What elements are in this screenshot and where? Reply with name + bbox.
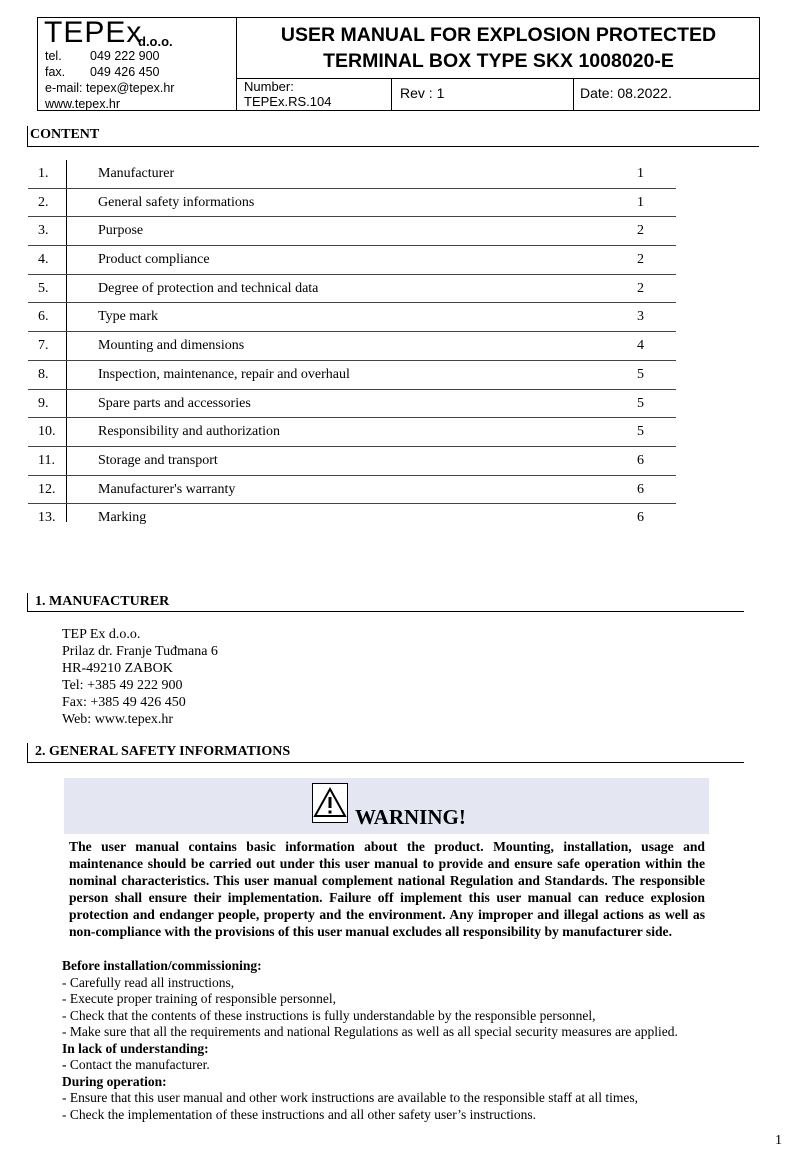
toc-page: 1 — [637, 194, 644, 210]
toc-row — [28, 418, 676, 447]
toc-row — [28, 189, 676, 218]
contact-fax: fax. 049 426 450 — [45, 65, 160, 79]
toc-row — [28, 447, 676, 476]
document-revision: Rev : 1 — [400, 85, 445, 101]
section-2-heading: 2. GENERAL SAFETY INFORMATIONS — [27, 743, 744, 763]
company-contacts — [45, 48, 174, 112]
during-heading: During operation: — [62, 1073, 167, 1089]
list-item: - Carefully read all instructions, — [62, 974, 235, 990]
toc-num: 1. — [38, 166, 49, 181]
toc-row — [28, 504, 676, 532]
toc-title: Degree of protection and technical data — [98, 280, 319, 296]
toc-num: 11. — [38, 452, 55, 468]
toc-title: Purpose — [98, 223, 144, 239]
toc-num: 4. — [38, 252, 49, 268]
document-date: Date: 08.2022. — [580, 85, 672, 101]
contact-tel: tel. 049 222 900 — [45, 49, 160, 63]
list-item: - Contact the manufacturer. — [62, 1057, 210, 1072]
toc-row — [28, 361, 676, 390]
warning-banner — [64, 778, 709, 834]
list-item: - Check that the contents of these instructions is fully understandable by the responsible personnel, — [62, 1007, 596, 1023]
toc-row — [28, 275, 676, 304]
toc-num: 3. — [38, 223, 49, 239]
toc-num: 7. — [38, 338, 49, 354]
manufacturer-address: TEP Ex d.o.o. Prilaz dr. Franje Tuđmana 6 HR-49210 ZABOK Tel: +385 49 222 900 Fax: +385 49 426 450 Web: www.tepex.hr — [62, 627, 218, 727]
toc-title: Storage and transport — [98, 452, 218, 468]
document-header — [37, 17, 760, 111]
toc-row — [28, 332, 676, 361]
section-1-heading: 1. MANUFACTURER — [27, 593, 744, 612]
toc-num: 13. — [38, 510, 56, 526]
toc-num: 9. — [38, 395, 49, 411]
toc-title: Manufacturer's warranty — [98, 481, 236, 497]
toc-num: 5. — [38, 280, 49, 296]
toc-page: 1 — [637, 166, 644, 181]
toc-page: 2 — [637, 223, 644, 239]
table-of-contents — [28, 160, 676, 532]
document-number: Number: TEPEx.RS.104 — [244, 79, 332, 109]
contact-web: www.tepex.hr — [45, 97, 121, 111]
document-title: USER MANUAL FOR EXPLOSION PROTECTED TERMINAL BOX TYPE SKX 1008020-E — [280, 24, 717, 72]
toc-page: 6 — [637, 452, 644, 468]
list-item: - Ensure that this user manual and other work instructions are available to the responsible staff at all times, — [62, 1090, 638, 1105]
toc-title: Type mark — [98, 309, 159, 325]
toc-num: 12. — [38, 481, 56, 497]
lack-heading: In lack of understanding: — [62, 1040, 209, 1056]
toc-page: 5 — [637, 395, 644, 411]
warning-icon — [312, 783, 348, 823]
toc-title: Inspection, maintenance, repair and overhaul — [98, 366, 350, 382]
warning-title: WARNING! — [355, 805, 466, 829]
toc-page: 6 — [637, 481, 644, 497]
toc-title: Mounting and dimensions — [98, 338, 245, 354]
toc-title: Product compliance — [98, 252, 210, 268]
toc-title: Marking — [98, 510, 147, 526]
company-logo-suffix: d.o.o. — [138, 34, 173, 49]
toc-page: 4 — [637, 338, 644, 354]
warning-text: The user manual contains basic information about the product. Mounting, installation, usage and maintenance should be carried out under this user manual to provide and ensure safe operation within the nominal characteristics. This user manual complement national Regulation and Standards. The responsible person shall ensure their implementation. Failure off implement this user manual can reduce explosion protection and endanger people, property and the environment. Any improper and illegal actions as well as non-compliance with the provisions of this user manual excludes all responsibility by manufacturer side. — [69, 839, 705, 939]
toc-num: 10. — [38, 424, 56, 440]
toc-title: Spare parts and accessories — [98, 395, 251, 411]
toc-page: 5 — [637, 424, 644, 440]
toc-row — [28, 476, 676, 505]
toc-row — [28, 217, 676, 246]
toc-page: 5 — [637, 366, 644, 382]
toc-num: 2. — [38, 194, 49, 210]
list-item: - Make sure that all the requirements and national Regulations as well as all special security measures are applied. — [62, 1024, 678, 1039]
toc-title: General safety informations — [98, 194, 255, 210]
page-number: 1 — [775, 1133, 782, 1148]
list-item: - Check the implementation of these instructions and all other safety user’s instructions. — [62, 1106, 537, 1122]
toc-page: 2 — [637, 252, 644, 268]
safety-instructions — [62, 958, 762, 1123]
toc-page: 3 — [637, 309, 644, 325]
toc-row — [28, 303, 676, 332]
toc-row — [28, 390, 676, 419]
toc-row — [28, 160, 676, 189]
toc-title: Responsibility and authorization — [98, 424, 280, 440]
company-block — [38, 18, 236, 110]
content-heading: CONTENT — [27, 126, 759, 147]
toc-page: 2 — [637, 280, 644, 296]
toc-num: 6. — [38, 309, 49, 325]
before-heading: Before installation/commissioning: — [62, 958, 262, 973]
toc-page: 6 — [637, 510, 644, 526]
list-item: - Execute proper training of responsible personnel, — [62, 991, 337, 1006]
toc-row — [28, 246, 676, 275]
toc-num: 8. — [38, 366, 49, 382]
toc-title: Manufacturer — [98, 166, 175, 181]
contact-email: e-mail: tepex@tepex.hr — [45, 81, 175, 95]
company-logo: TEPEx — [44, 16, 143, 49]
